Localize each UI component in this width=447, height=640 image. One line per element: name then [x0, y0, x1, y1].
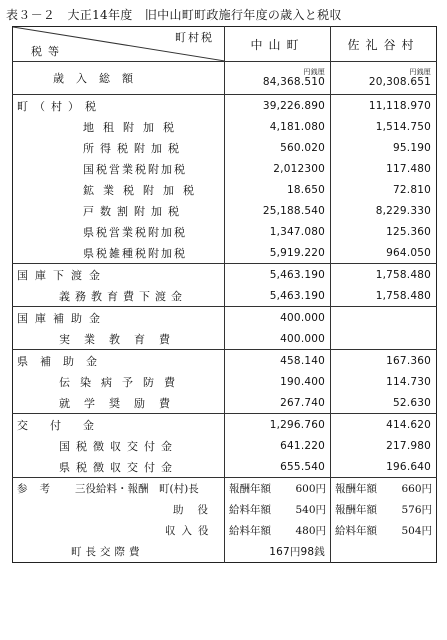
table-row: [13, 242, 437, 264]
pay-value: 540円: [295, 504, 326, 516]
value-saregaya: 167.360: [331, 350, 437, 372]
table-row: [13, 179, 437, 200]
value-saregaya: 52.630: [331, 392, 437, 414]
table-row: [13, 350, 437, 372]
value-nakayama: 5,463.190: [225, 264, 331, 286]
reference-saregaya-cell: [331, 499, 437, 520]
pay-kind: 報酬年額: [335, 504, 377, 516]
table-row: [13, 328, 437, 350]
row-label: 町（村）税: [13, 95, 225, 117]
reference-nakayama-cell: [225, 478, 331, 500]
table-row: [13, 285, 437, 307]
row-label: 就学奨励費: [59, 396, 184, 410]
value-nakayama: 1,296.760: [225, 414, 331, 436]
row-label: 助役: [173, 504, 222, 516]
value-nakayama: 641.220: [225, 435, 331, 456]
row-label: 実業教育費: [59, 332, 184, 346]
pay-kind: 給料年額: [335, 525, 377, 537]
value-saregaya: 11,118.970: [331, 95, 437, 117]
table-row: [13, 200, 437, 221]
value-nakayama: 267.740: [225, 392, 331, 414]
diagonal-header-bottom: 税等: [31, 45, 65, 58]
unit-label: 円銭厘: [409, 67, 431, 76]
value-nakayama: 2,012300: [225, 158, 331, 179]
table-row: [13, 116, 437, 137]
pay-kind: 給料年額: [229, 504, 271, 516]
reference-row: [13, 478, 437, 500]
value-saregaya: 8,229.330: [331, 200, 437, 221]
table-row: [13, 307, 437, 329]
value-saregaya: [331, 307, 437, 329]
reference-row: [13, 520, 437, 541]
value-nakayama: 1,347.080: [225, 221, 331, 242]
value-nakayama: 167円98銭: [225, 541, 331, 563]
value-saregaya: 114.730: [331, 371, 437, 392]
table-row: [13, 371, 437, 392]
reference-row: [13, 541, 437, 563]
value-saregaya: 414.620: [331, 414, 437, 436]
value-saregaya: 1,758.480: [331, 285, 437, 307]
value-saregaya: 72.810: [331, 179, 437, 200]
row-label: 県税徴収交付金: [59, 460, 178, 474]
value-nakayama: 655.540: [225, 456, 331, 478]
value-nakayama: 18.650: [225, 179, 331, 200]
pay-value: 480円: [295, 525, 326, 537]
value-nakayama: 39,226.890: [225, 95, 331, 117]
pay-value: 504円: [401, 525, 432, 537]
row-label: 地租附加税: [83, 120, 183, 134]
reference-nakayama-cell: [225, 499, 331, 520]
value-nakayama: 25,188.540: [225, 200, 331, 221]
table-row: [13, 435, 437, 456]
reference-saregaya-cell: [331, 520, 437, 541]
table-row: [13, 137, 437, 158]
row-label: 伝染病予防費: [59, 375, 185, 389]
row-label: 国庫補助金: [13, 307, 225, 329]
value-nakayama: 458.140: [225, 350, 331, 372]
pay-kind: 報酬年額: [229, 483, 271, 495]
row-label: 町長交際費: [71, 546, 144, 558]
value-saregaya: 217.980: [331, 435, 437, 456]
column-header-nakayama: 中山町: [225, 27, 331, 62]
pay-value: 660円: [401, 483, 432, 495]
table-row: [13, 392, 437, 414]
value-saregaya: 125.360: [331, 221, 437, 242]
total-row: [13, 62, 437, 95]
value-saregaya: 1,514.750: [331, 116, 437, 137]
value-saregaya: 95.190: [331, 137, 437, 158]
pay-value: 600円: [295, 483, 326, 495]
table-row: [13, 414, 437, 436]
row-label: 県税雑種税附加税: [83, 246, 187, 260]
pay-kind: 給料年額: [229, 525, 271, 537]
table-row: [13, 95, 437, 117]
row-label: 戸数割附加税: [83, 204, 185, 218]
row-label: 県補助金: [13, 350, 225, 372]
reference-nakayama-cell: [225, 520, 331, 541]
value-nakayama: 400.000: [225, 307, 331, 329]
reference-row: [13, 499, 437, 520]
value-nakayama: 560.020: [225, 137, 331, 158]
total-label: 歳入総額: [53, 72, 145, 85]
row-label: 義務教育費下渡金: [59, 289, 187, 303]
value-saregaya: 196.640: [331, 456, 437, 478]
table-row: [13, 264, 437, 286]
total-saregaya-cell: [331, 62, 437, 95]
total-saregaya-value: 20,308.651: [368, 75, 431, 88]
row-label: 三役給料・報酬 町(村)長: [75, 483, 199, 495]
row-label: 所得税附加税: [83, 141, 185, 155]
row-label: 国税営業税附加税: [83, 162, 187, 176]
value-saregaya: 117.480: [331, 158, 437, 179]
value-saregaya: [331, 328, 437, 350]
reference-saregaya-cell: [331, 478, 437, 500]
value-nakayama: 4,181.080: [225, 116, 331, 137]
reference-label-cell: [13, 478, 225, 500]
row-label: 県税営業税附加税: [83, 225, 187, 239]
unit-label: 円銭厘: [303, 67, 325, 76]
diagonal-header-cell: [13, 27, 225, 62]
row-label: 収入役: [165, 525, 215, 537]
total-nakayama-cell: [225, 62, 331, 95]
value-nakayama: 5,463.190: [225, 285, 331, 307]
value-nakayama: 400.000: [225, 328, 331, 350]
pay-kind: 報酬年額: [335, 483, 377, 495]
value-nakayama: 5,919.220: [225, 242, 331, 264]
revenue-table: [12, 26, 437, 563]
diagonal-header-top: 町村税: [175, 31, 214, 44]
value-saregaya: 1,758.480: [331, 264, 437, 286]
column-header-saregaya: 佐礼谷村: [331, 27, 437, 62]
total-nakayama-value: 84,368.510: [262, 75, 325, 88]
row-label: 交付金: [13, 414, 225, 436]
table-title: 表３－２ 大正14年度 旧中山町町政施行年度の歳入と税収: [6, 8, 342, 22]
value-nakayama: 190.400: [225, 371, 331, 392]
empty-cell: [331, 541, 437, 563]
pay-value: 576円: [401, 504, 432, 516]
table-row: [13, 221, 437, 242]
table-row: [13, 158, 437, 179]
row-label: 鉱業税附加税: [83, 183, 203, 197]
header-row: [13, 27, 437, 62]
row-label: 国税徴収交付金: [59, 439, 178, 453]
row-label: 国庫下渡金: [13, 264, 225, 286]
value-saregaya: 964.050: [331, 242, 437, 264]
reference-label: 参考: [17, 483, 62, 495]
table-row: [13, 456, 437, 478]
